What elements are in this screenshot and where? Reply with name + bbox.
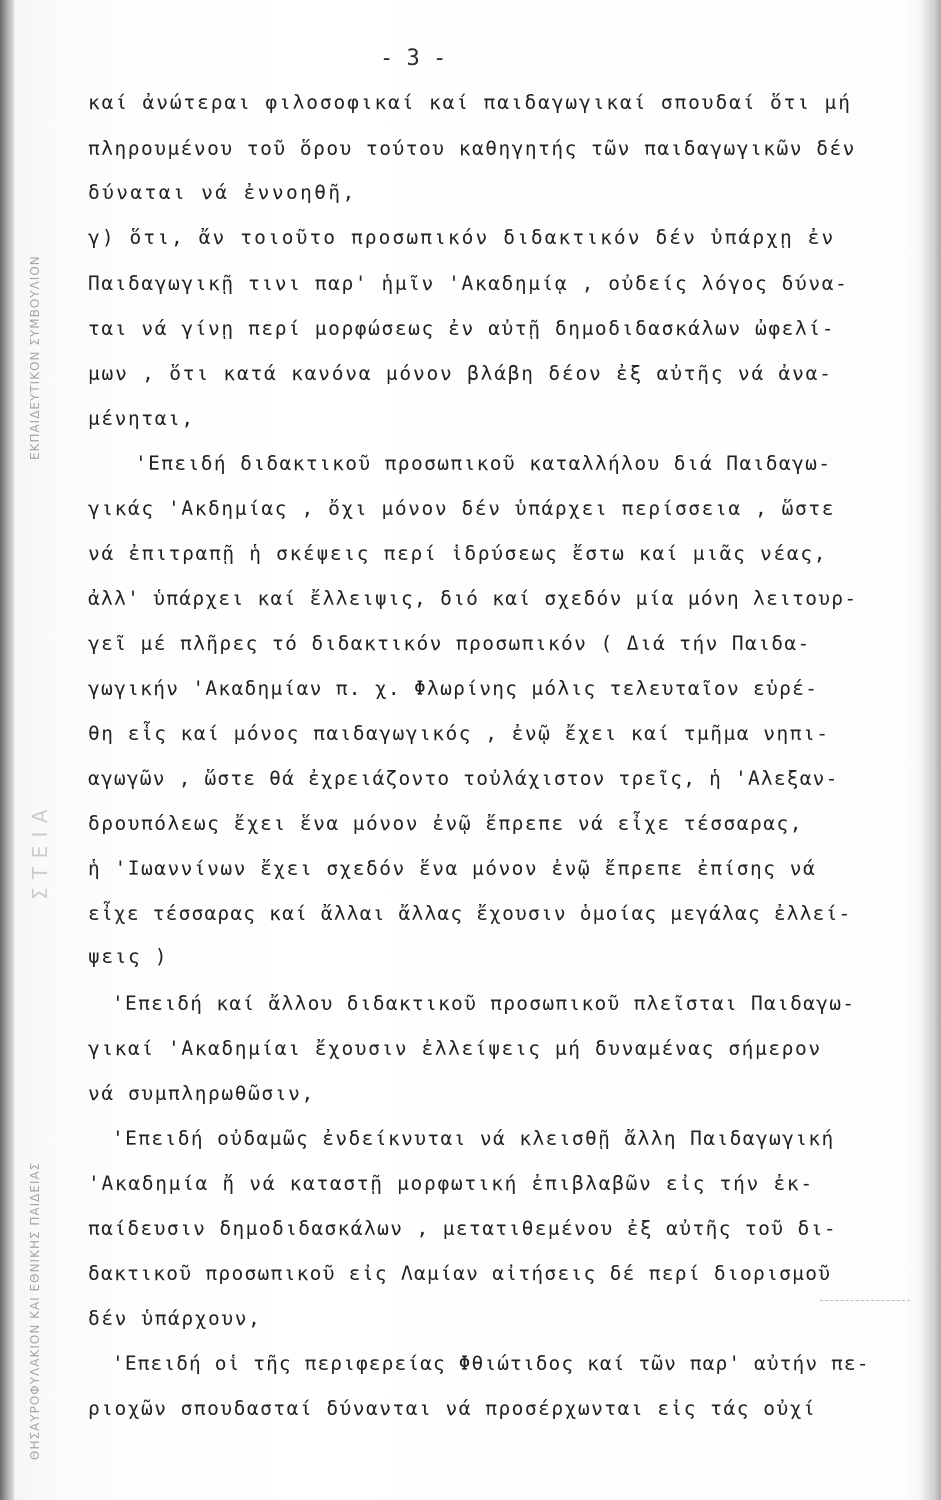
text-line-2: πληρουμένου τοῦ ὅρου τούτου καθηγητής τῶν παιδαγωγικῶν δέν	[88, 137, 856, 160]
text-line-23: νά συμπληρωθῶσιν,	[88, 1082, 315, 1105]
text-line-30: ριοχῶν σπουδασταί δύνανται νά προσέρχωνται εἰς τάς οὐχί	[88, 1397, 817, 1420]
text-line-28: δέν ὑπάρχουν,	[88, 1307, 262, 1330]
scan-artifact-line	[820, 1300, 910, 1302]
text-line-27: δακτικοῦ προσωπικοῦ εἰς Λαμίαν αἰτήσεις δέ περί διορισμοῦ	[88, 1262, 832, 1285]
text-line-13: γεῖ μέ πλῆρες τό διδακτικόν προσωπικόν ( Διά τήν Παιδα-	[88, 632, 811, 655]
text-line-19: εἶχε τέσσαρας καί ἄλλαι ἄλλας ἔχουσιν ὁμοίας μεγάλας ἐλλεί-	[88, 902, 852, 925]
text-line-7: μων , ὅτι κατά κανόνα μόνον βλάβη δέον ἐξ αὐτῆς νά ἀνα-	[88, 362, 833, 385]
text-line-16: αγωγῶν , ὥστε θά ἐχρειάζοντο τοὐλάχιστον τρεῖς, ἡ 'Αλεξαν-	[88, 767, 839, 790]
bleed-text-top: ΘΗΣΑΥΡΟΦΥΛΑΚΙΟΝ ΚΑΙ ΕΘΝΙΚΗΣ ΠΑΙΔΕΙΑΣ	[28, 1161, 42, 1460]
text-line-25: 'Ακαδημία ἤ νά καταστῇ μορφωτική ἐπιβλαβῶν εἰς τήν ἐκ-	[88, 1172, 814, 1195]
text-line-9: 'Επειδή διδακτικοῦ προσωπικοῦ καταλλήλου διά Παιδαγω-	[135, 452, 832, 475]
text-line-22: γικαί 'Ακαδημίαι ἔχουσιν ἐλλείψεις μή δυναμένας σήμερον	[88, 1037, 822, 1060]
bleed-text-middle: Σ Τ Ε Ι Α	[28, 808, 52, 900]
text-line-12: ἀλλ' ὑπάρχει καί ἔλλειψις, διό καί σχεδόν μία μόνη λειτουρ-	[88, 587, 858, 610]
text-line-15: θη εἷς καί μόνος παιδαγωγικός , ἐνῷ ἔχει καί τμῆμα νηπι-	[88, 722, 830, 745]
binding-shadow	[0, 0, 14, 1500]
text-line-8: μένηται,	[88, 407, 195, 430]
text-line-29: 'Επειδή οἱ τῆς περιφερείας Φθιώτιδος καί τῶν παρ' αὐτήν πε-	[112, 1352, 870, 1375]
text-line-17: δρουπόλεως ἔχει ἕνα μόνον ἐνῷ ἔπρεπε νά εἶχε τέσσαρας,	[88, 812, 803, 835]
text-line-26: παίδευσιν δημοδιδασκάλων , μετατιθεμένου ἐξ αὐτῆς τοῦ δι-	[88, 1217, 837, 1240]
text-line-3: δύναται νά ἐννοηθῆ,	[88, 181, 357, 204]
text-line-5: Παιδαγωγικῇ τινι παρ' ἡμῖν 'Ακαδημίᾳ , οὐδείς λόγος δύνα-	[88, 272, 849, 295]
bleed-text-bottom: ΕΚΠΑΙΔΕΥΤΙΚΟΝ ΣΥΜΒΟΥΛΙΟΝ	[28, 255, 42, 460]
page-edge-shadow	[919, 0, 941, 1500]
text-line-14: γωγικήν 'Ακαδημίαν π. χ. Φλωρίνης μόλις τελευταῖον εὑρέ-	[88, 677, 819, 700]
text-line-6: ται νά γίνῃ περί μορφώσεως ἐν αὐτῇ δημοδιδασκάλων ὠφελί-	[88, 317, 836, 340]
text-line-20: ψεις )	[88, 945, 169, 968]
text-line-11: νά ἐπιτραπῇ ἡ σκέψεις περί ἱδρύσεως ἔστω καί μιᾶς νέας,	[88, 542, 828, 565]
text-line-10: γικάς 'Ακδημίας , ὄχι μόνον δέν ὑπάρχει περίσσεια , ὥστε	[88, 497, 836, 520]
text-line-18: ἡ 'Ιωαννίνων ἔχει σχεδόν ἕνα μόνον ἐνῷ ἔπρεπε ἐπίσης νά	[88, 857, 817, 880]
page-number: - 3 -	[380, 46, 447, 71]
margin-bleed-through	[28, 80, 58, 1460]
text-line-1: καί ἀνώτεραι φιλοσοφικαί καί παιδαγωγικαί σπουδαί ὅτι μή	[88, 91, 852, 114]
text-line-4: γ) ὅτι, ἄν τοιοῦτο προσωπικόν διδακτικόν δέν ὑπάρχῃ ἐν	[88, 226, 836, 249]
text-line-21: 'Επειδή καί ἄλλου διδακτικοῦ προσωπικοῦ πλεῖσται Παιδαγω-	[112, 992, 856, 1015]
text-line-24: 'Επειδή οὐδαμῶς ἐνδείκνυται νά κλεισθῇ ἄλλη Παιδαγωγική	[112, 1127, 835, 1150]
